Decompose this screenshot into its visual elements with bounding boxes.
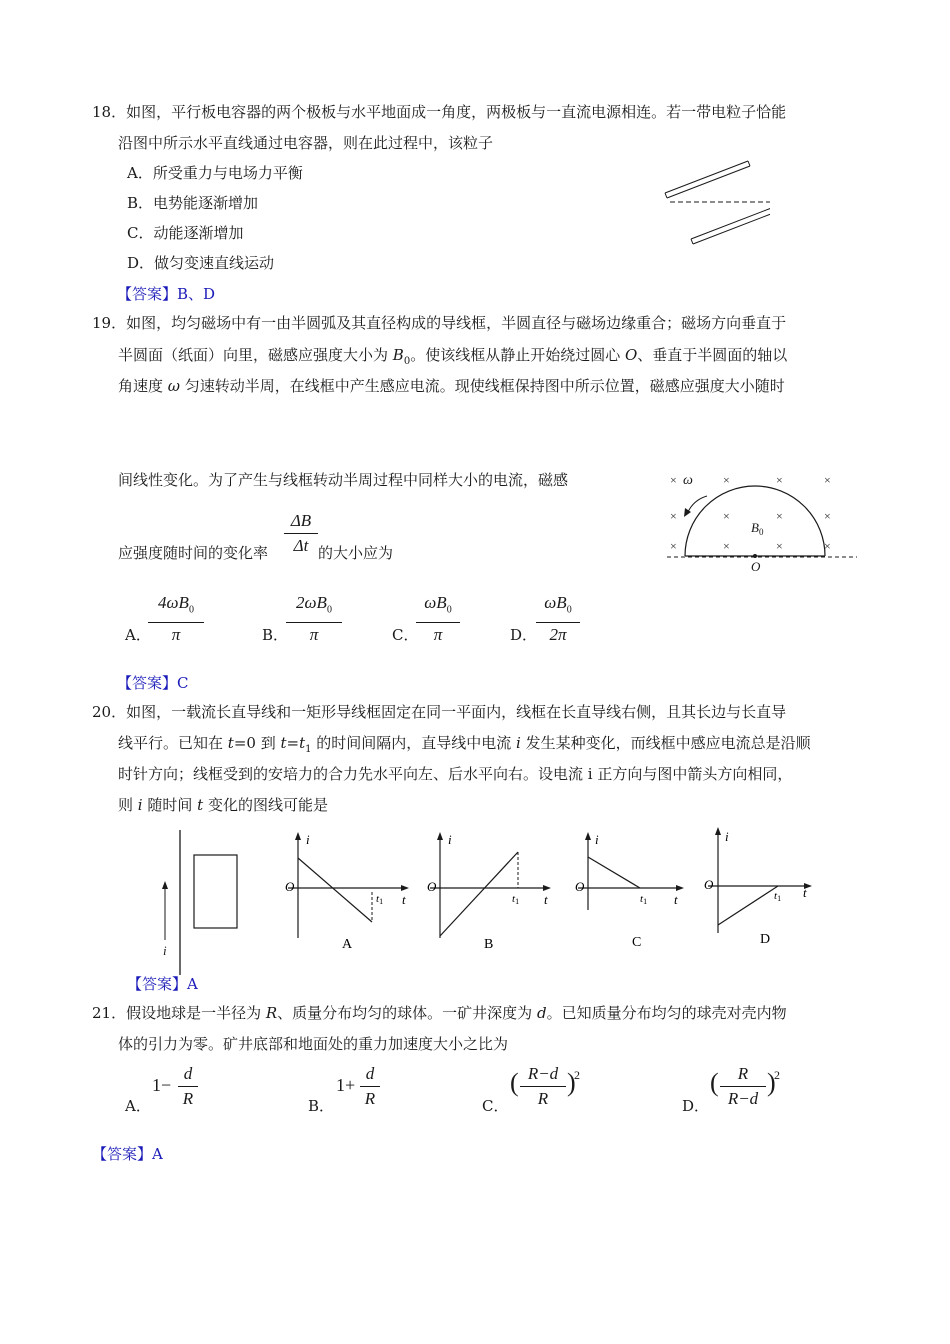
current-i-label: i (163, 943, 167, 958)
q18-answer: 【答案】B、D (117, 285, 216, 303)
q21-option-c-label: C． (482, 1097, 509, 1115)
q21-option-c-power: 2 (574, 1068, 580, 1082)
svg-text:i: i (725, 829, 729, 844)
rate-fraction: ΔB Δt (284, 510, 318, 557)
q21-option-a-label: A． (125, 1097, 151, 1115)
rotation-arrow (687, 496, 707, 514)
graph-a (280, 830, 410, 955)
q19-option-b-fraction: $2\omega B_0$ π (286, 592, 342, 646)
q18-stem-line2: 沿图中所示水平直线通过电容器，则在此过程中，该粒子 (118, 134, 494, 152)
graph-c-label: C (632, 935, 642, 950)
q18-option-b: B．电势能逐渐增加 (127, 194, 259, 212)
omega-label: ω (683, 473, 693, 488)
q19-option-d-label: D． (510, 626, 538, 644)
field-cross: × (824, 473, 831, 487)
graph-d-label: D (760, 932, 771, 947)
svg-text:t1: t1 (774, 890, 782, 903)
q19-stem-line2: 半圆面（纸面）向里，磁感应强度大小为 $B_0$。使该线框从静止开始绕过圆心 O、垂直于半圆面的轴以 (118, 346, 788, 367)
wire-loop-figure (150, 825, 250, 975)
svg-text:i: i (448, 832, 452, 847)
field-cross: × (824, 539, 831, 553)
field-cross: × (776, 509, 783, 523)
q19-option-b-label: B． (262, 626, 289, 644)
q19-number: 19． (92, 314, 127, 332)
svg-text:O: O (704, 877, 714, 892)
graph-d (700, 825, 820, 950)
graph-a-label: A (342, 937, 353, 952)
field-cross: × (670, 539, 677, 553)
q21-option-a-prefix: 1− (152, 1075, 172, 1095)
q18-option-c: C．动能逐渐增加 (127, 224, 244, 242)
svg-text:t1: t1 (376, 893, 384, 906)
svg-text:t: t (402, 892, 406, 907)
q21-option-b-prefix: 1+ (336, 1075, 356, 1095)
semicircle-field-figure (665, 470, 860, 575)
svg-text:t1: t1 (512, 893, 520, 906)
svg-text:i: i (306, 832, 310, 847)
q21-answer: 【答案】A (92, 1145, 163, 1163)
q19-stem-line5b: 的大小应为 (318, 544, 394, 562)
q18-stem-line1: 18．如图，平行板电容器的两个极板与水平地面成一角度，两极板与一直流电源相连。若一带电粒子恰能 (92, 103, 787, 121)
svg-text:t1: t1 (640, 893, 648, 906)
field-cross: × (723, 539, 730, 553)
q21-option-d-fraction: R R−d (720, 1063, 766, 1110)
q21-option-b-fraction: d R (360, 1063, 380, 1110)
field-cross: × (824, 509, 831, 523)
field-cross: × (723, 473, 730, 487)
q19-stem-line1: 19．如图，均匀磁场中有一由半圆弧及其直径构成的导线框，半圆直径与磁场边缘重合；磁场方向垂直于 (92, 314, 787, 332)
svg-text:O: O (285, 879, 295, 894)
q19-answer: 【答案】C (117, 674, 189, 692)
svg-text:t: t (674, 892, 678, 907)
q18-option-a: A．所受重力与电场力平衡 (127, 164, 303, 182)
q21-option-d-power: 2 (774, 1068, 780, 1082)
q20-stem-line2: 线平行。已知在 t=0 到 $t=t_1$ 的时间间隔内，直导线中电流 i 发生某种变化，而线框中感应电流总是沿顺 (118, 734, 811, 755)
graph-c (570, 830, 690, 955)
q21-option-b-label: B． (308, 1097, 335, 1115)
field-cross: × (723, 509, 730, 523)
q18-number: 18． (92, 103, 127, 121)
graph-d-line (718, 886, 778, 925)
svg-text:O: O (427, 879, 437, 894)
capacitor-plate-lower (691, 207, 770, 244)
q21-option-d-label: D． (682, 1097, 710, 1115)
q19-option-c-label: C． (392, 626, 419, 644)
q20-number: 20． (92, 703, 127, 721)
B0-label: $B_0$ (751, 520, 764, 537)
graph-a-line (298, 858, 372, 922)
graph-c-line (588, 857, 640, 888)
current-arrow-head (162, 881, 168, 889)
rectangular-loop (194, 855, 237, 928)
q21-option-c-rparen: ) (567, 1068, 576, 1097)
field-cross: × (670, 473, 677, 487)
capacitor-figure (660, 155, 770, 250)
center-O-label: O (751, 559, 761, 574)
q21-option-c-lparen: ( (510, 1068, 519, 1097)
graph-b (422, 830, 552, 955)
q19-stem-line4: 间线性变化。为了产生与线框转动半周过程中同样大小的电流，磁感 (118, 471, 569, 489)
q21-option-a-fraction: d R (178, 1063, 198, 1110)
svg-text:t: t (544, 892, 548, 907)
field-cross: × (776, 473, 783, 487)
svg-text:t: t (803, 885, 807, 900)
q21-option-d-lparen: ( (710, 1068, 719, 1097)
q19-stem-line5a: 应强度随时间的变化率 (118, 544, 269, 562)
svg-text:i: i (595, 832, 599, 847)
q20-stem-line3: 时针方向；线框受到的安培力的合力先水平向左、后水平向右。设电流 i 正方向与图中箭头方向相同， (118, 765, 793, 783)
q20-stem-line4: 则 i 随时间 t 变化的图线可能是 (118, 796, 328, 814)
field-cross: × (776, 539, 783, 553)
q20-answer: 【答案】A (127, 975, 198, 993)
q20-stem-line1: 20．如图，一载流长直导线和一矩形导线框固定在同一平面内，线框在长直导线右侧，且其长边与长直导 (92, 703, 787, 721)
graph-b-label: B (484, 937, 494, 952)
q19-stem-line3: 角速度 ω 匀速转动半周，在线框中产生感应电流。现使线框保持图中所示位置，磁感应强度大小随时 (118, 377, 785, 395)
q19-option-c-fraction: $\omega B_0$ π (416, 592, 460, 646)
q18-option-d: D．做匀变速直线运动 (127, 254, 275, 272)
center-point (753, 554, 757, 558)
graph-b-line (440, 852, 518, 936)
q21-number: 21． (92, 1004, 127, 1022)
q21-stem-line2: 体的引力为零。矿井底部和地面处的重力加速度大小之比为 (118, 1035, 509, 1053)
capacitor-plate-upper (665, 161, 750, 198)
svg-text:O: O (575, 879, 585, 894)
q19-option-d-fraction: $\omega B_0$ 2π (536, 592, 580, 646)
q21-stem-line1: 21．假设地球是一半径为 R、质量分布均匀的球体。一矿井深度为 d。已知质量分布均匀的球壳对壳内物 (92, 1004, 787, 1022)
q21-option-d-rparen: ) (767, 1068, 776, 1097)
field-cross: × (670, 509, 677, 523)
q19-option-a-label: A． (125, 626, 151, 644)
q19-option-a-fraction: $4\omega B_0$ π (148, 592, 204, 646)
q21-option-c-fraction: R−d R (520, 1063, 566, 1110)
